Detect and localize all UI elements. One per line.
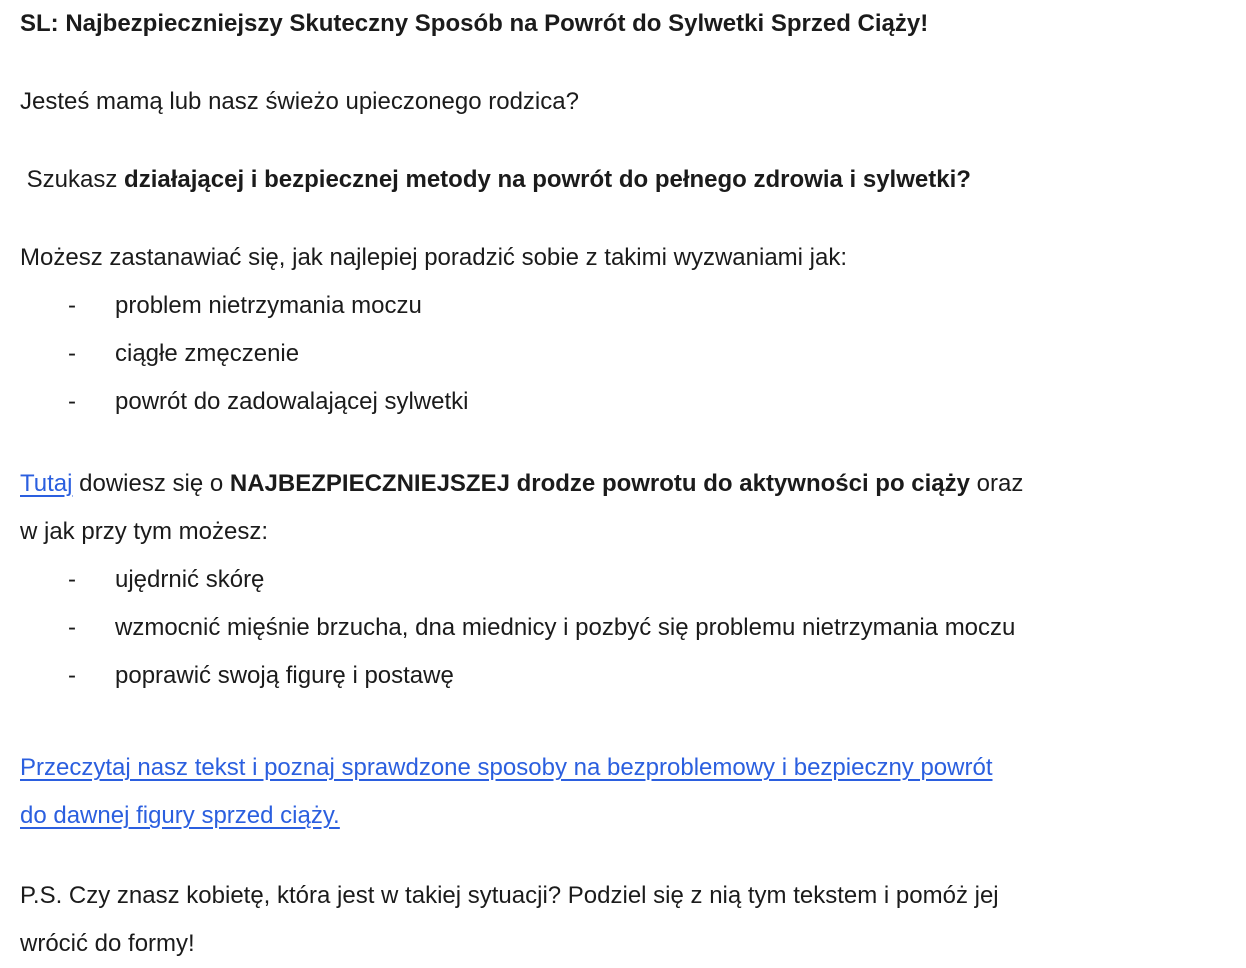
list-item-text: ciągłe zmęczenie [115,340,300,367]
tutaj-link[interactable]: Tutaj [20,470,73,497]
benefits-after-bold: oraz [970,470,1024,497]
list-item [20,556,1226,604]
ps-note [20,872,1226,968]
benefits-bold: NAJBEZPIECZNIEJSZEJ drodze powrotu do aktywności po ciąży [229,470,970,497]
challenges-section [20,234,1226,426]
list-item-text: problem nietrzymania moczu [115,292,422,319]
ps-line2: wrócić do formy! [20,930,195,957]
list-item-text: wzmocnić mięśnie brzucha, dna miednicy i pozbyć się problemu nietrzymania moczu [115,614,1016,641]
list-item-text: powrót do zadowalającej sylwetki [115,388,469,415]
search-question [20,156,1226,204]
bullet-dash: - [68,388,76,415]
cta-link-line1[interactable]: Przeczytaj nasz tekst i poznaj sprawdzone sposoby na bezproblemowy i bezpieczny powrót [20,754,993,781]
challenges-intro: Możesz zastanawiać się, jak najlepiej poradzić sobie z takimi wyzwaniami jak: [20,244,848,271]
cta-link-line2[interactable]: do dawnej figury sprzed ciąży. [20,802,340,829]
bullet-dash: - [68,340,76,367]
search-question-bold: działającej i bezpiecznej metody na powrót do pełnego zdrowia i sylwetki? [124,166,971,193]
list-item [20,604,1226,652]
list-item [20,652,1226,700]
intro-question: Jesteś mamą lub nasz świeżo upieczonego rodzica? [20,88,579,115]
cta-paragraph [20,744,1226,840]
bullet-dash: - [68,614,76,641]
cta-link[interactable] [20,744,1226,840]
benefits-after-link: dowiesz się o [72,470,230,497]
list-item-text: ujędrnić skórę [115,566,265,593]
subject-line: SL: Najbezpieczniejszy Skuteczny Sposób na Powrót do Sylwetki Sprzed Ciąży! [20,10,929,37]
benefits-intro-line1 [20,460,1226,508]
list-item-text: poprawić swoją figurę i postawę [115,662,454,689]
list-item [20,330,1226,378]
benefits-intro-line2: w jak przy tym możesz: [20,518,269,545]
ps-line1: P.S. Czy znasz kobietę, która jest w takiej sytuacji? Podziel się z nią tym tekstem i pomóż jej [20,882,999,909]
bullet-dash: - [68,292,76,319]
list-item [20,282,1226,330]
list-item [20,378,1226,426]
benefits-section [20,460,1226,700]
bullet-dash: - [68,662,76,689]
search-question-prefix: Szukasz [20,166,125,193]
bullet-dash: - [68,566,76,593]
